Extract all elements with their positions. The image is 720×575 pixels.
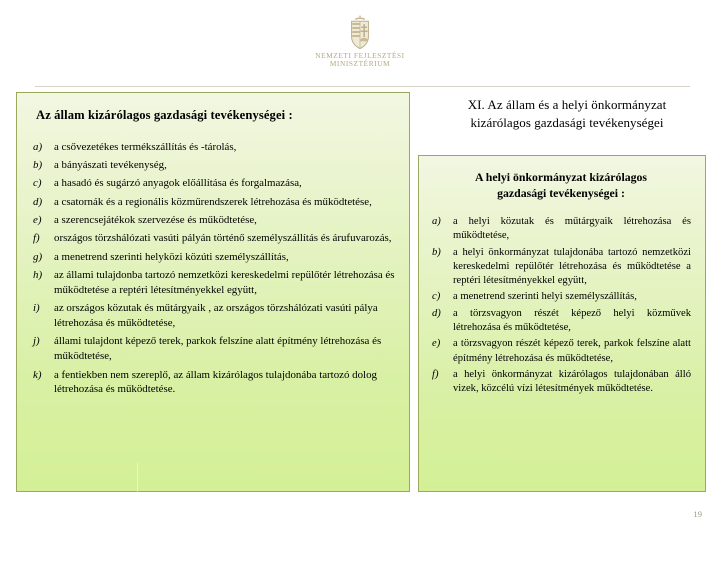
list-item [431, 290, 691, 304]
list-marker: a) [33, 140, 43, 153]
list-item [431, 368, 691, 396]
list-item [33, 213, 397, 228]
list-text: a bányászati tevékenység, [54, 159, 167, 172]
list-marker: d) [432, 307, 441, 319]
logo-text-line-1: NEMZETI FEJLESZTÉSI [315, 51, 405, 60]
list-item [33, 158, 397, 173]
list-text: a törzsvagyon részét képező terek, parkok felszíne alatt építmény létrehozása és működtetése, [453, 338, 691, 364]
list-marker: c) [33, 177, 42, 190]
header-separator-rule [35, 86, 690, 87]
ministry-logo [0, 14, 720, 68]
list-text: a fentiekben nem szereplő, az állam kizárólagos tulajdonába tartozó dolog létrehozása és működtetése. [54, 368, 377, 396]
list-marker: e) [432, 338, 441, 350]
list-text: állami tulajdont képező terek, parkok felszíne alatt építmény létrehozása és működtetése, [54, 335, 382, 363]
list-text: a menetrend szerinti helyi személyszállítás, [453, 291, 637, 303]
list-marker: f) [432, 369, 439, 381]
list-text: a menetrend szerinti helyközi közúti személyszállítás, [54, 250, 289, 263]
list-marker: k) [33, 368, 42, 381]
list-item [33, 334, 397, 364]
list-text: az országos közutak és műtárgyaik , az országos törzshálózati vasúti pálya létrehozása és működtetése, [54, 302, 378, 330]
list-text: országos törzshálózati vasúti pályán történő személyszállítás és árufuvarozás, [54, 232, 392, 245]
list-text: a szerencsejátékok szervezése és működtetése, [54, 214, 257, 227]
list-item [33, 250, 397, 265]
list-text: az állami tulajdonba tartozó nemzetközi kereskedelmi repülőtér létrehozása és működtetése a reptéri létesítményekkel együtt, [54, 269, 395, 296]
state-exclusive-activities-panel [16, 92, 410, 492]
list-item [431, 215, 691, 243]
right-panel-title-line-1: A helyi önkormányzat kizárólagos [474, 170, 648, 184]
section-heading [420, 96, 714, 133]
hungarian-coat-of-arms-icon [347, 14, 373, 50]
list-item [33, 176, 397, 191]
list-text: a csővezetékes termékszállítás és -tárolás, [54, 140, 237, 153]
list-marker: b) [432, 246, 441, 258]
section-heading-line-1: XI. Az állam és a helyi önkormányzat [467, 97, 667, 112]
list-marker: a) [432, 215, 441, 227]
list-item [431, 307, 691, 335]
list-marker: h) [33, 269, 43, 282]
panel-artifact [137, 463, 138, 575]
list-item [431, 337, 691, 365]
list-marker: b) [33, 159, 43, 172]
list-marker: f) [33, 232, 40, 245]
right-panel-title-line-2: gazdasági tevékenységei : [497, 185, 625, 200]
list-marker: d) [33, 195, 43, 208]
right-panel-title [437, 170, 685, 202]
list-item [33, 301, 397, 331]
list-text: a helyi önkormányzat tulajdonába tartozó nemzetközi kereskedelmi repülőtér létrehozása és működtetése a reptéri létesítményekkel együtt, [453, 246, 691, 286]
list-item [33, 195, 397, 210]
list-text: a hasadó és sugárzó anyagok előállítása és forgalmazása, [54, 177, 302, 190]
list-marker: j) [33, 335, 40, 348]
list-marker: i) [33, 302, 40, 315]
page-number: 19 [693, 509, 702, 519]
list-marker: e) [33, 214, 42, 227]
list-item [33, 231, 397, 246]
list-item [33, 368, 397, 398]
list-text: a helyi közutak és műtárgyaik létrehozása és működtetése, [453, 215, 691, 241]
list-marker: c) [432, 291, 441, 303]
list-item [431, 246, 691, 288]
logo-text-line-2: MINISZTÉRIUM [329, 58, 391, 68]
list-item [33, 268, 397, 298]
list-item [33, 140, 397, 155]
state-exclusive-activities-list [33, 140, 397, 397]
list-text: a törzsvagyon részét képező helyi közművek létrehozása és működtetése, [453, 307, 691, 333]
municipality-exclusive-activities-list [431, 215, 691, 396]
list-marker: g) [33, 250, 43, 263]
section-heading-line-2: kizárólagos gazdasági tevékenységei [470, 115, 664, 131]
list-text: a csatornák és a regionális közműrendszerek létrehozása és működtetése, [54, 195, 372, 208]
municipality-exclusive-activities-panel [418, 155, 706, 492]
left-panel-title: Az állam kizárólagos gazdasági tevékenységei : [36, 108, 293, 122]
list-text: a helyi önkormányzat kizárólagos tulajdonában álló vizek, közcélú vízi létesítmények működtetése. [453, 369, 691, 395]
